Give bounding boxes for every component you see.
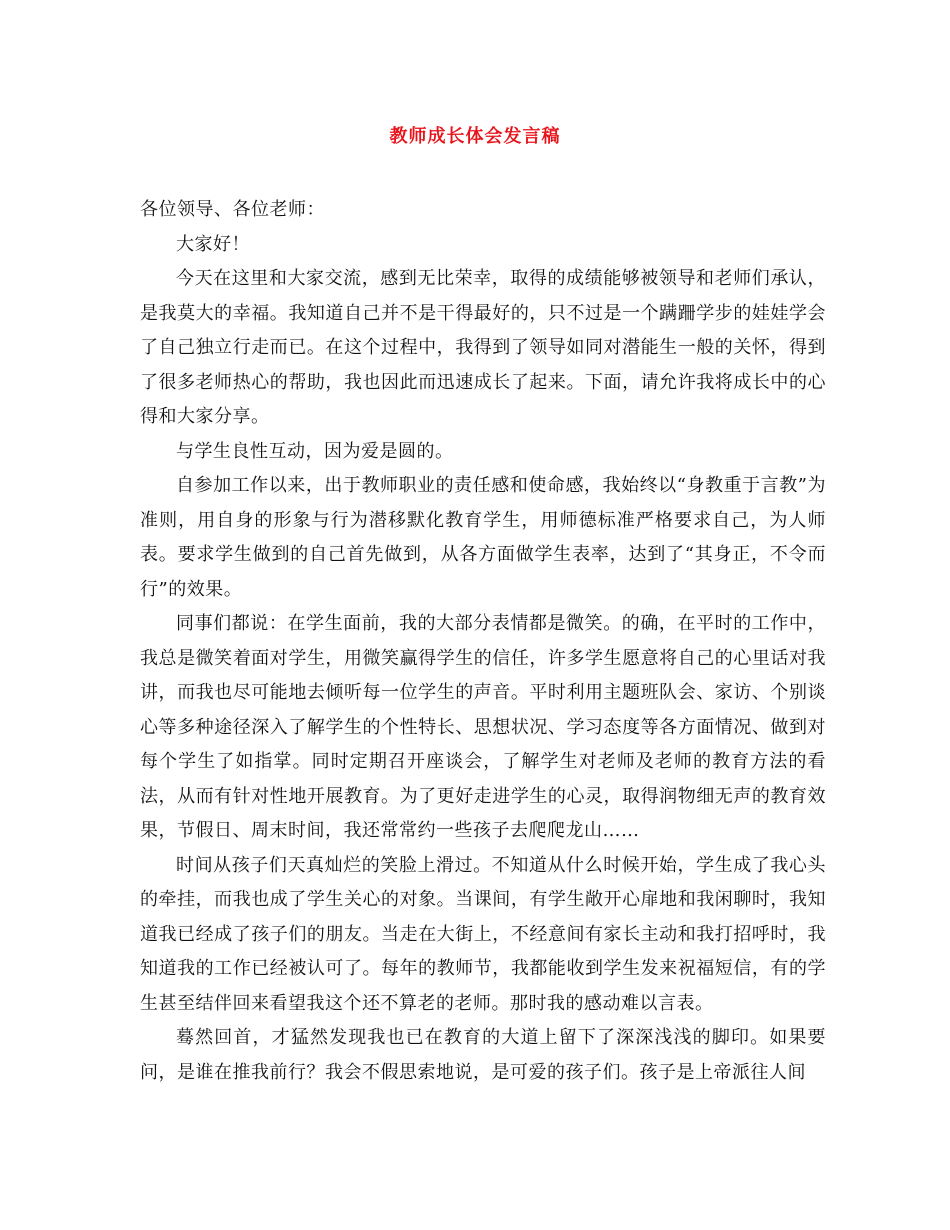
document-body [140,193,826,1090]
paragraph-reflection: 蓦然回首，才猛然发现我也已在教育的大道上留下了深深浅浅的脚印。如果要问，是谁在推我前行？我会不假思索地说，是可爱的孩子们。孩子是上帝派往人间 [140,1027,826,1083]
salutation: 各位领导、各位老师： [140,199,325,220]
paragraph-heading-interaction: 与学生良性互动，因为爱是圆的。 [176,440,454,462]
paragraph-intro: 今天在这里和大家交流，感到无比荣幸，取得的成绩能够被领导和老师们承认，是我莫大的幸福。我知道自己并不是干得最好的，只不过是一个蹒跚学步的娃娃学会了自己独立行走而已。在这个过程中，我得到了领导如同对潜能生一般的关怀，得到了很多老师热心的帮助，我也因此而迅速成长了起来。下面，请允许我将成长中的心得和大家分享。 [140,268,826,427]
paragraph-greeting: 大家好！ [176,233,250,255]
paragraph-role-model: 自参加工作以来，出于教师职业的责任感和使命感，我始终以“身教重于言教”为准则，用自身的形象与行为潜移默化教育学生，用师德标准严格要求自己，为人师表。要求学生做到的自己首先做到，从各方面做学生表率，达到了“其身正，不令而行”的效果。 [140,475,826,600]
paragraph-friendship: 时间从孩子们天真灿烂的笑脸上滑过。不知道从什么时候开始，学生成了我心头的牵挂，而我也成了学生关心的对象。当课间，有学生敞开心扉地和我闲聊时，我知道我已经成了孩子们的朋友。当走在大街上，不经意间有家长主动和我打招呼时，我知道我的工作已经被认可了。每年的教师节，我都能收到学生发来祝福短信，有的学生甚至结伴回来看望我这个还不算老的老师。那时我的感动难以言表。 [140,854,826,1014]
paragraph-smile: 同事们都说：在学生面前，我的大部分表情都是微笑。的确，在平时的工作中，我总是微笑着面对学生，用微笑赢得学生的信任，许多学生愿意将自己的心里话对我讲，而我也尽可能地去倾听每一位学生的声音。平时利用主题班队会、家访、个别谈心等多种途径深入了解学生的个性特长、思想状况、学习态度等各方面情况、做到对每个学生了如指掌。同时定期召开座谈会，了解学生对老师及老师的教育方法的看法，从而有针对性地开展教育。为了更好走进学生的心灵，取得润物细无声的教育效果，节假日、周末时间，我还常常约一些孩子去爬爬龙山…… [140,613,826,841]
document-title: 教师成长体会发言稿 [389,126,561,147]
